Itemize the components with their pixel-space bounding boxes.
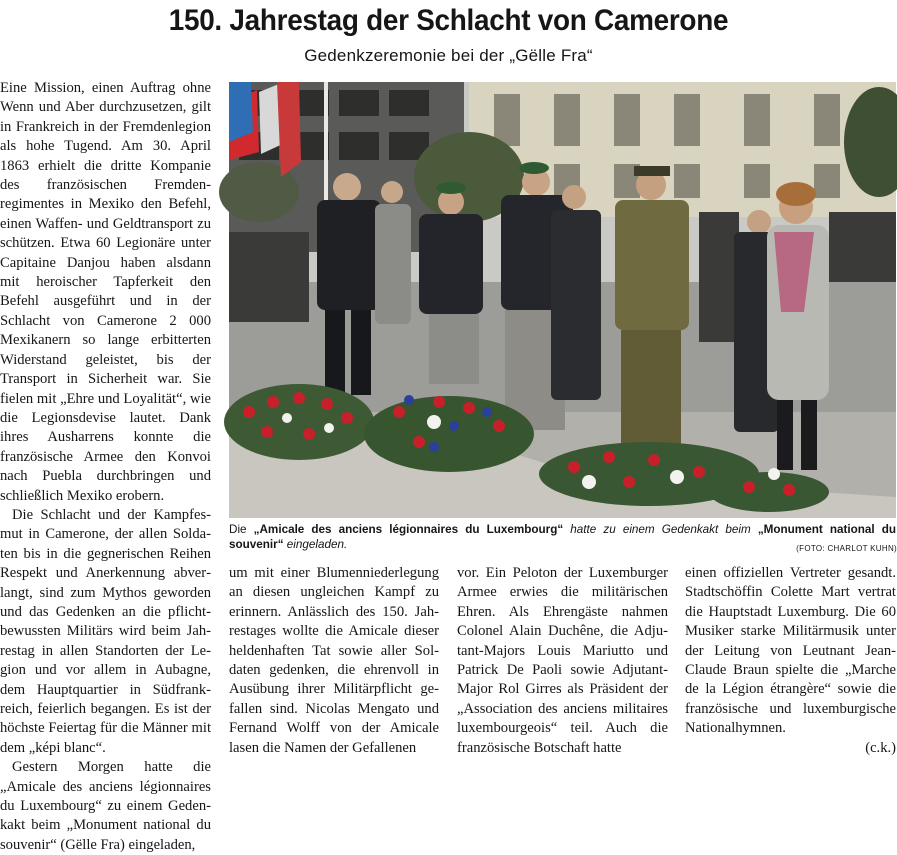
paragraph: Eine Mission, einen Auftrag ohne Wenn und Aber durchzusetzen, gilt in Frankreich in der Fremdenlegion als hohe Tugend. Am 30. April 1863 erhielt die dritte Kompanie des französischen Fremdenregimentes in Mexiko den Befehl, einen Waffen- und Geldtransport zu schützen. Etwa 60 Legionäre unter Capitaine Danjou haben alsdann mit heroischer Tapferkeit den Befehl ausgeführt und in der Schlacht von Camerone 2 000 Mexikanern so lange erbitterten Widerstand geleistet, bis der Transport in Sicherheit war. Sie fielen mit „Ehre und Loyalität“, wie die Legionsdevise lautet. Dank ihres Ausharrens konnte die französische Armee den Konvoi nach Puebla durchbringen und schließlich Mexiko erobern. — [0, 80, 211, 504]
caption-middle: hatte zu einem Gedenkakt beim — [563, 523, 758, 536]
ceremony-photo — [229, 82, 896, 518]
article-column-3 — [457, 564, 668, 756]
article-column-1 — [0, 79, 211, 853]
paragraph: einen offiziellen Vertreter gesandt. Stadtschöffin Colette Mart vertrat die Hauptstadt Luxemburg. Die 60 Musiker starke Militärmusik unter der Leitung von Leutnant Jean-Claude Braun spielte die „Marche de la Légion étrangère“ sowie die französische und luxemburgische Nationalhymnen. — [685, 565, 896, 737]
headline: 150. Jahrestag der Schlacht von Camerone — [168, 4, 729, 37]
photo-credit: (FOTO: CHARLOT KUHN) — [796, 544, 897, 553]
author-signature: (c.k.) — [865, 739, 896, 756]
article-column-2 — [229, 564, 439, 756]
subheadline: Gedenkzeremonie bei der „Gëlle Fra“ — [304, 46, 593, 65]
paragraph: vor. Ein Peloton der Luxemburger Armee erwies die militärischen Ehren. Als Ehrengäste nahmen Colonel Alain Duchêne, die Adjutant-Majors Louis Mariutto und Patrick De Paoli sowie Adjutant-Major Rol Girres als Präsident der „Association des anciens militaires luxembourgeois“ teil. Auch die französische Botschaft hatte — [457, 565, 668, 756]
caption-monument: „Monument national du souvenir“ — [229, 523, 897, 551]
paragraph: Gestern Morgen hatte die „Amicale des anciens légionnaires du Luxembourg“ zu einem Gedenkakt beim „Monument national du souvenir“ (Gëlle Fra) eingeladen, — [0, 759, 211, 853]
paragraph: um mit einer Blumenniederlegung an diesen ungleichen Kampf zu erinnern. Anlässlich des 150. Jahrestages wollte die Amicale dieser heldenhaften Tat sowie aller Soldaten gedenken, die ehrenvoll in Ausübung ihrer Militärpflicht gefallen sind. Nicolas Mengato und Fernand Wolff von der Amicale lasen die Namen der Gefallenen — [229, 565, 439, 756]
article-column-4 — [685, 564, 896, 756]
caption-suffix: eingeladen. — [283, 538, 348, 551]
caption-prefix: Die — [229, 523, 254, 536]
paragraph: Die Schlacht und der Kampfesmut in Camerone, der allen Soldaten bis in die gegnerischen Reihen Respekt und Anerkennung abverlangt, sind zum Mythos geworden und das Gedenken an die pflichtbewussten Militärs wird beim Jahrestag in allen Standorten der Legion und vor allem in Aubagne, dem Hauptquartier in Südfrankreich, feierlich begangen. Es ist der höchste Feiertag für die Männer mit dem „képi blanc“. — [0, 506, 211, 756]
caption-organization: „Amicale des anciens légionnaires du Luxembourg“ — [253, 523, 564, 536]
